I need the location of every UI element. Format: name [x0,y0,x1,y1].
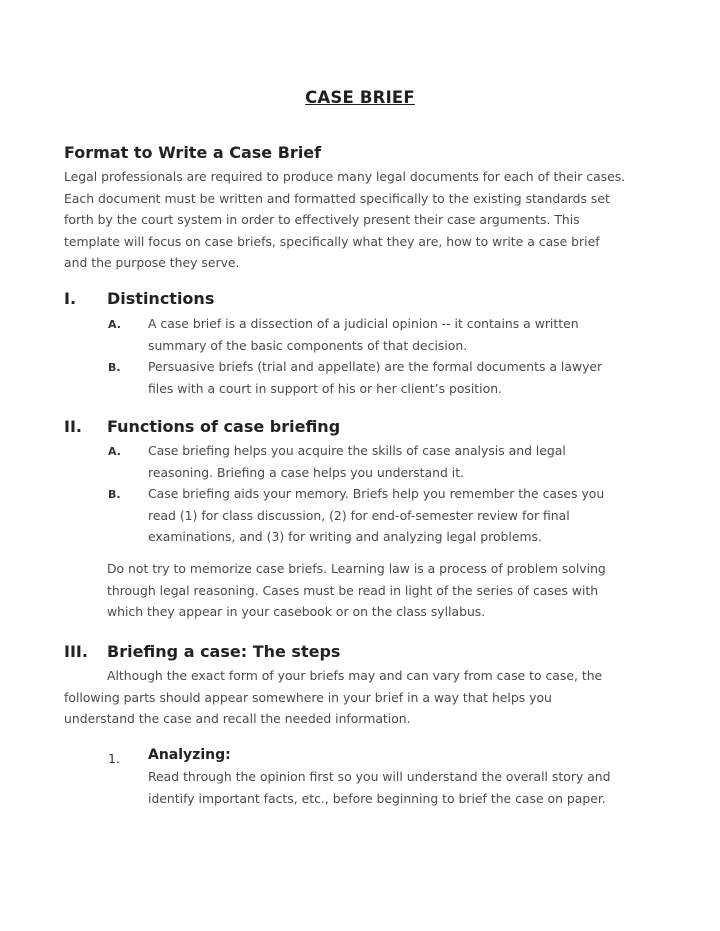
section-2-item-a-letter: A. [108,445,121,458]
section-1-title: Distinctions [107,289,215,308]
section-3-number: III. [64,642,88,661]
section-1-number: I. [64,289,77,308]
section-1-item-a-text: A case brief is a dissection of a judicial opinion -- it contains a written summary of the basic components of that decision. [148,316,579,353]
section-3-paragraph-text: Although the exact form of your briefs may and can vary from case to case, the following parts should appear somewhere in your brief in a way that helps you understand the case and recall the needed information. [64,668,603,726]
section-1-item-b-text: Persuasive briefs (trial and appellate) are the formal documents a lawyer files with a court in support of his or her client’s position. [148,359,603,396]
section-2-item-a-text: Case briefing helps you acquire the skills of case analysis and legal reasoning. Briefing a case helps you understand it. [148,443,566,480]
step-1-number: 1. [108,751,120,766]
step-1-title: Analyzing: [148,747,231,763]
section-2-title: Functions of case briefing [107,417,341,436]
section-2-item-b-letter: B. [108,488,121,501]
intro-paragraph: Legal professionals are required to produce many legal documents for each of their cases. Each document must be written and formatted specifically to the existing standards set forth by the court system in order to effectively present their case arguments. This template will focus on case briefs, specifically what they are, how to write a case brief and the purpose they serve. [64,169,626,270]
main-heading: Format to Write a Case Brief [64,143,322,162]
document-title: CASE BRIEF [305,88,415,107]
section-2-item-b-text: Case briefing aids your memory. Briefs help you remember the cases you read (1) for class discussion, (2) for end-of-semester review for final examinations, and (3) for writing and analyzing legal problems. [148,486,605,544]
section-3-paragraph [64,665,624,730]
section-2-number: II. [64,417,82,436]
section-3-title: Briefing a case: The steps [107,642,341,661]
section-1-item-a-letter: A. [108,318,121,331]
step-1-text: Read through the opinion first so you will understand the overall story and identify important facts, etc., before beginning to brief the case on paper. [148,769,611,806]
section-2-note: Do not try to memorize case briefs. Learning law is a process of problem solving through legal reasoning. Cases must be read in light of the series of cases with which they appear in your casebook or on the class syllabus. [107,561,606,619]
section-1-item-b-letter: B. [108,361,121,374]
